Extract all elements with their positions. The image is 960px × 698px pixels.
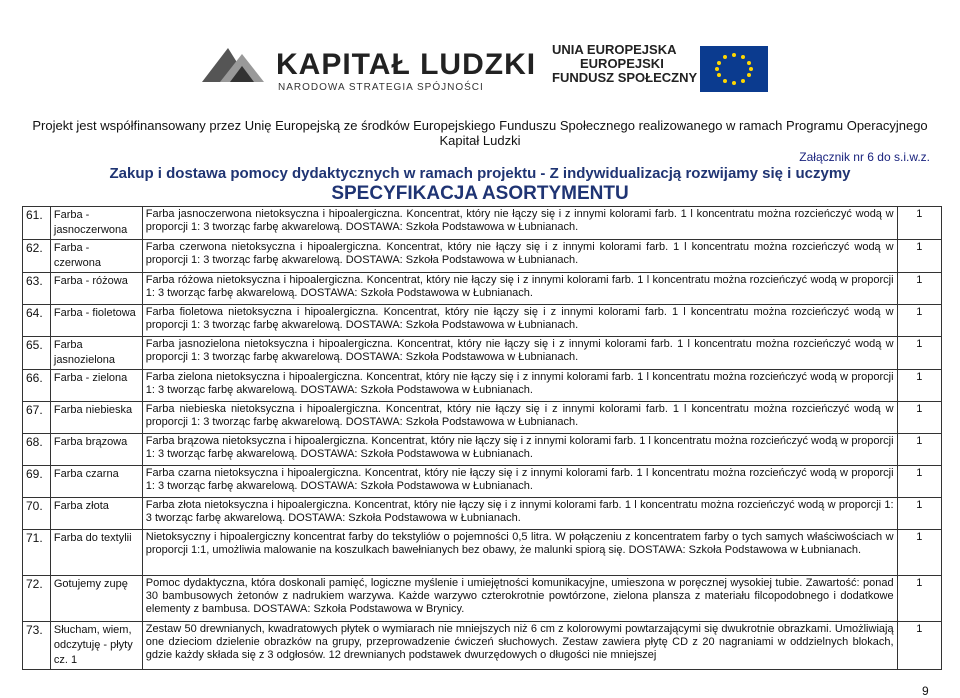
item-quantity: 1: [897, 337, 941, 370]
kapital-ludzki-title: KAPITAŁ LUDZKI: [276, 48, 537, 81]
table-row: [23, 530, 942, 576]
table-row: [23, 273, 942, 305]
item-description: Pomoc dydaktyczna, która doskonali pamięć, logiczne myślenie i umiejętności komunikacyjne, umieszona w poręcznej wysokiej tubie. Zawartość: ponad 30 bambusowych żetonów z nadrukiem warzywa. Każde warzywo czterokrotnie powtórzone, zielona plansza z materiału filcopodobnego i dodatkowe elementy z bambusa. DOSTAWA: Szkoła Podstawowa w Brynicy.: [142, 576, 897, 622]
item-name: Farba niebieska: [50, 402, 142, 434]
item-description: Farba zielona nietoksyczna i hipoalergiczna. Koncentrat, który nie łączy się i z innymi kolorami farb. 1 l koncentratu można rozcieńczyć wodą w proporcji 1: 3 tworząc farbę akwarelową. DOSTAWA: Szkoła Podstawowa w Łubnianach.: [142, 370, 897, 402]
eu-line-2: EUROPEJSKI: [580, 56, 664, 71]
row-number: 71.: [23, 530, 51, 576]
row-number: 70.: [23, 498, 51, 530]
table-row: [23, 240, 942, 273]
item-description: Farba jasnozielona nietoksyczna i hipoalergiczna. Koncentrat, który nie łączy się i z innymi kolorami farb. 1 l koncentratu można rozcieńczyć wodą w proporcji 1: 3 tworząc farbę akwarelową. DOSTAWA: Szkoła Podstawowa w Łubnianach.: [142, 337, 897, 370]
row-number: 68.: [23, 434, 51, 466]
item-name: Gotujemy zupę: [50, 576, 142, 622]
item-description: Farba czerwona nietoksyczna i hipoalergiczna. Koncentrat, który nie łączy się i z innymi kolorami farb. 1 l koncentratu można rozcieńczyć wodą w proporcji 1: 3 tworząc farbę akwarelową. DOSTAWA: Szkoła Podstawowa w Łubnianach.: [142, 240, 897, 273]
row-number: 61.: [23, 207, 51, 240]
row-number: 72.: [23, 576, 51, 622]
item-description: Farba brązowa nietoksyczna i hipoalergiczna. Koncentrat, który nie łączy się i z innymi kolorami farb. 1 l koncentratu można rozcieńczyć wodą w proporcji 1: 3 tworząc farbę akwarelową. DOSTAWA: Szkoła Podstawowa w Łubnianach.: [142, 434, 897, 466]
item-name: Farba jasnozielona: [50, 337, 142, 370]
item-name: Farba do textylii: [50, 530, 142, 576]
eu-logo-text: [552, 43, 697, 85]
item-quantity: 1: [897, 207, 941, 240]
table-row: [23, 622, 942, 670]
item-name: Farba czarna: [50, 466, 142, 498]
table-row: [23, 498, 942, 530]
procurement-title: Zakup i dostawa pomocy dydaktycznych w ramach projektu - Z indywidualizacją rozwijamy się i uczymy: [109, 165, 851, 182]
item-description: Farba różowa nietoksyczna i hipoalergiczna. Koncentrat, który nie łączy się i z innymi kolorami farb. 1 l koncentratu można rozcieńczyć wodą w proporcji 1: 3 tworząc farbę akwarelową. DOSTAWA: Szkoła Podstawowa w Łubnianach.: [142, 273, 897, 305]
row-number: 64.: [23, 305, 51, 337]
page-number: 9: [922, 684, 929, 698]
row-number: 67.: [23, 402, 51, 434]
item-description: Farba fioletowa nietoksyczna i hipoalergiczna. Koncentrat, który nie łączy się i z innymi kolorami farb. 1 l koncentratu można rozcieńczyć wodą w proporcji 1: 3 tworząc farbę akwarelową. DOSTAWA: Szkoła Podstawowa w Łubnianach.: [142, 305, 897, 337]
item-name: Farba - jasnoczerwona: [50, 207, 142, 240]
eu-line-3: FUNDUSZ SPOŁECZNY: [552, 70, 698, 85]
row-number: 62.: [23, 240, 51, 273]
table-row: [23, 207, 942, 240]
kapital-ludzki-subtitle: NARODOWA STRATEGIA SPÓJNOŚCI: [278, 82, 484, 93]
logo-banner: [0, 0, 960, 112]
item-name: Farba - zielona: [50, 370, 142, 402]
table-row: [23, 337, 942, 370]
item-description: Farba czarna nietoksyczna i hipoalergiczna. Koncentrat, który nie łączy się i z innymi kolorami farb. 1 l koncentratu można rozcieńczyć wodą w proporcji 1: 3 tworząc farbę akwarelową. DOSTAWA: Szkoła Podstawowa w Łubnianach.: [142, 466, 897, 498]
item-quantity: 1: [897, 466, 941, 498]
row-number: 73.: [23, 622, 51, 670]
item-description: Farba jasnoczerwona nietoksyczna i hipoalergiczna. Koncentrat, który nie łączy się i z innymi kolorami farb. 1 l koncentratu można rozcieńczyć wodą w proporcji 1: 3 tworząc farbę akwarelową. DOSTAWA: Szkoła Podstawowa w Łubnianach.: [142, 207, 897, 240]
table-row: [23, 466, 942, 498]
row-number: 65.: [23, 337, 51, 370]
item-name: Farba - czerwona: [50, 240, 142, 273]
table-row: [23, 402, 942, 434]
row-number: 63.: [23, 273, 51, 305]
row-number: 69.: [23, 466, 51, 498]
table-row: [23, 305, 942, 337]
cofinancing-statement: Projekt jest współfinansowany przez Unię Europejską ze środków Europejskiego Funduszu Społecznego realizowanego w ramach Programu Operacyjnego: [32, 118, 928, 133]
item-description: Farba złota nietoksyczna i hipoalergiczna. Koncentrat, który nie łączy się i z innymi kolorami farb. 1 l koncentratu można rozcieńczyć wodą w proporcji 1: 3 tworząc farbę akwarelową. DOSTAWA: Szkoła Podstawowa w Łubnianach.: [142, 498, 897, 530]
item-name: Farba brązowa: [50, 434, 142, 466]
specification-heading: SPECYFIKACJA ASORTYMENTU: [331, 183, 629, 204]
eu-line-1: UNIA EUROPEJSKA: [552, 42, 677, 57]
item-description: Nietoksyczny i hipoalergiczny koncentrat farby do tekstyliów o pojemności 0,5 litra. W połączeniu z koncentratem farby o tych samych właściwościach w proporcji 1:1, umożliwia malowanie na koszulkach bawełnianych bez obawy, że malunki spiorą się. DOSTAWA: Szkoła Podstawowa w Łubnianach.: [142, 530, 897, 576]
item-quantity: 1: [897, 576, 941, 622]
item-quantity: 1: [897, 434, 941, 466]
table-row: [23, 434, 942, 466]
item-quantity: 1: [897, 402, 941, 434]
item-name: Farba - fioletowa: [50, 305, 142, 337]
eu-flag-icon: [700, 46, 768, 92]
item-quantity: 1: [897, 273, 941, 305]
item-description: Zestaw 50 drewnianych, kwadratowych płytek o wymiarach nie mniejszych niż 6 cm z kolorowymi powtarzającymi się dwukrotnie obrazkami. Umożliwiają one dzieciom dzielenie obrazków na grupy, przeprowadzenie ćwiczeń słuchowych. Zestaw zawiera płytę CD z 20 nagraniami w oddzielnych blokach, gdzie każdy składa się z 3 odgłosów. 12 drewnianych podstawek dwurzędowych o długości nie mniejszej: [142, 622, 897, 670]
row-number: 66.: [23, 370, 51, 402]
annex-label: Załącznik nr 6 do s.i.w.z.: [799, 150, 930, 164]
item-quantity: 1: [897, 240, 941, 273]
item-quantity: 1: [897, 530, 941, 576]
item-quantity: 1: [897, 305, 941, 337]
item-name: Farba złota: [50, 498, 142, 530]
item-description: Farba niebieska nietoksyczna i hipoalergiczna. Koncentrat, który nie łączy się i z innymi kolorami farb. 1 l koncentratu można rozcieńczyć wodą w proporcji 1: 3 tworząc farbę akwarelową. DOSTAWA: Szkoła Podstawowa w Łubnianach.: [142, 402, 897, 434]
cofinancing-program: Kapitał Ludzki: [439, 133, 521, 148]
item-name: Słucham, wiem, odczytuję - płyty cz. 1: [50, 622, 142, 670]
item-name: Farba - różowa: [50, 273, 142, 305]
kapital-ludzki-logo-icon: [198, 42, 268, 88]
table-row: [23, 576, 942, 622]
table-row: [23, 370, 942, 402]
items-table: [22, 206, 942, 670]
item-quantity: 1: [897, 498, 941, 530]
item-quantity: 1: [897, 370, 941, 402]
item-quantity: 1: [897, 622, 941, 670]
